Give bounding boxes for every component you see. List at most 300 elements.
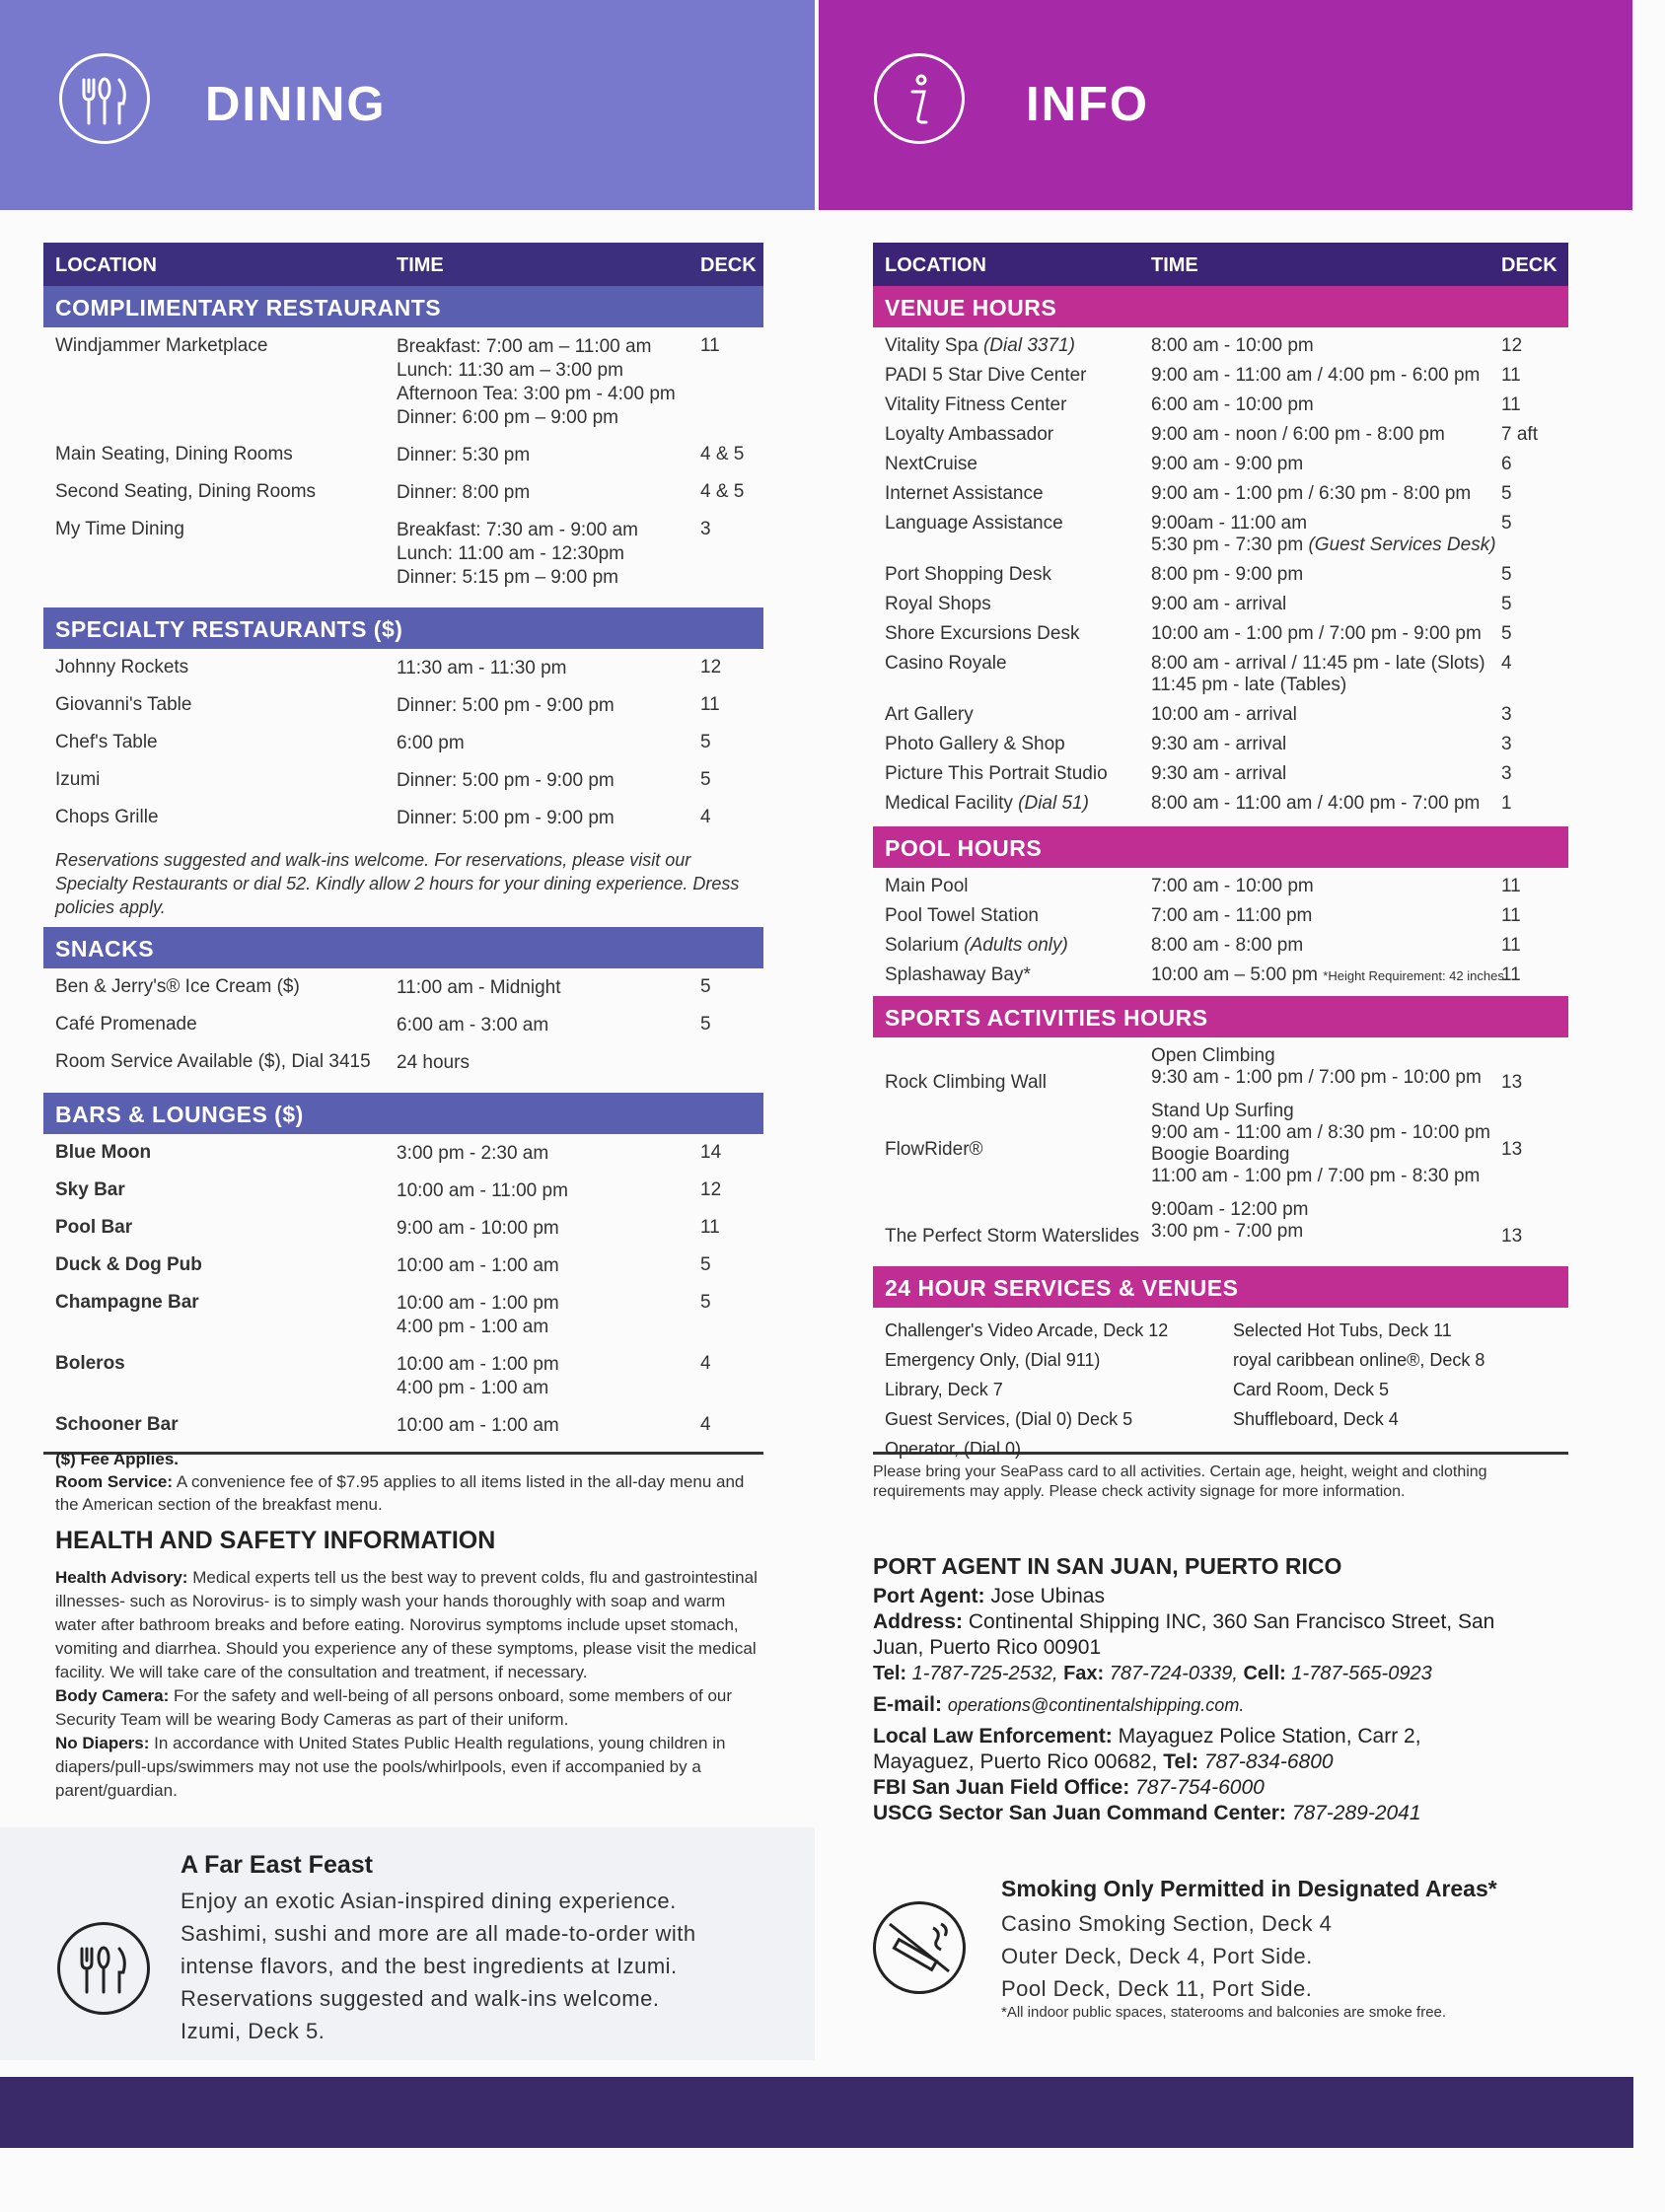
col-deck: DECK bbox=[700, 254, 757, 276]
row-location bbox=[885, 763, 1108, 785]
info-icon bbox=[874, 53, 965, 144]
table-row bbox=[873, 394, 1568, 424]
health-advisory-text: Medical experts tell us the best way to prevent colds, flu and gastrointestinal illnesses- such as Norovirus- is to simply wash your hands thoroughly with soap and warm water after bathroom breaks and before eating. Norovirus symptoms include upset stomach, vomiting and diarrhea. Should you experience any of these symptoms, please visit the medical facility. We will take care of the consultation and treatment, if necessary. bbox=[55, 1568, 758, 1681]
table-row bbox=[873, 905, 1568, 935]
location-name: Picture This Portrait Studio bbox=[885, 763, 1108, 784]
time-line: 11:00 am - 1:00 pm / 7:00 pm - 8:30 pm bbox=[1151, 1166, 1481, 1186]
health-advisory-label: Health Advisory: bbox=[55, 1568, 188, 1587]
table-row bbox=[43, 1292, 763, 1353]
row-location bbox=[885, 594, 991, 615]
table-row bbox=[43, 1014, 763, 1051]
time-line: 9:00 am - noon / 6:00 pm - 8:00 pm bbox=[1151, 424, 1445, 445]
address-line: Continental Shipping INC, 360 San Francisco Street, San bbox=[968, 1610, 1495, 1633]
port-agent-label: Port Agent: bbox=[873, 1585, 985, 1607]
fbi-label: FBI San Juan Field Office: bbox=[873, 1776, 1130, 1799]
table-row bbox=[873, 876, 1568, 905]
time-line: 9:30 am - arrival bbox=[1151, 734, 1287, 754]
time-line: Open Climbing bbox=[1151, 1045, 1275, 1066]
smoking-note: *All indoor public spaces, staterooms and balconies are smoke free. bbox=[1001, 2004, 1447, 2021]
row-time bbox=[1151, 793, 1480, 815]
email-label: E-mail: bbox=[873, 1693, 943, 1716]
feast-line: Sashimi, sushi and more are all made-to-order with bbox=[181, 1921, 696, 1946]
feast-line: intense flavors, and the best ingredients at Izumi. bbox=[181, 1954, 678, 1978]
table-row bbox=[873, 365, 1568, 394]
section-sports-hours bbox=[873, 996, 1568, 1037]
row-location: Rock Climbing Wall bbox=[885, 1072, 1047, 1093]
smoking-line: Outer Deck, Deck 4, Port Side. bbox=[1001, 1944, 1313, 1968]
row-deck: 5 bbox=[700, 732, 711, 752]
seapass-note: Please bring your SeaPass card to all activities. Certain age, height, weight and clothing requirements may apply. Please check activity signage for more information. bbox=[873, 1463, 1487, 1500]
row-deck: 5 bbox=[1501, 623, 1512, 644]
table-row bbox=[873, 335, 1568, 365]
time-line: 7:00 am - 10:00 pm bbox=[1151, 876, 1314, 896]
time-line: 9:30 am - arrival bbox=[1151, 763, 1287, 784]
row-time bbox=[1151, 454, 1303, 475]
table-row bbox=[873, 424, 1568, 454]
no-diapers-label: No Diapers: bbox=[55, 1734, 150, 1752]
service-item: Shuffleboard, Deck 4 bbox=[1233, 1409, 1399, 1429]
health-text bbox=[55, 1566, 765, 1803]
table-row bbox=[43, 1051, 763, 1089]
time-line: 3:00 pm - 7:00 pm bbox=[1151, 1221, 1304, 1242]
row-deck: 3 bbox=[700, 519, 711, 539]
section-title: SPECIALTY RESTAURANTS ($) bbox=[55, 616, 403, 642]
row-deck: 13 bbox=[1501, 1226, 1523, 1247]
row-location bbox=[885, 704, 974, 726]
table-row bbox=[873, 1045, 1568, 1101]
no-diapers-text: In accordance with United States Public Health regulations, young children in diapers/pull-ups/swimmers may not use the pools/whirlpools, even if accompanied by a parent/guardian. bbox=[55, 1734, 726, 1800]
section-pool-hours bbox=[873, 826, 1568, 868]
feast-text bbox=[181, 1885, 696, 2047]
time-line: 9:00 am - 10:00 pm bbox=[397, 1218, 559, 1239]
row-location bbox=[885, 623, 1079, 645]
dining-section bbox=[43, 927, 763, 968]
dining-section bbox=[43, 607, 763, 649]
time-note: *Height Requirement: 42 inches bbox=[1323, 968, 1504, 983]
location-name: Port Shopping Desk bbox=[885, 564, 1051, 585]
time-line: Dinner: 6:00 pm – 9:00 pm bbox=[397, 407, 618, 428]
row-time bbox=[397, 769, 615, 793]
row-time bbox=[397, 481, 530, 505]
col-deck: DECK bbox=[1501, 254, 1557, 276]
location-name: Solarium bbox=[885, 935, 959, 956]
row-deck: 5 bbox=[700, 1254, 711, 1275]
time-line: Dinner: 5:15 pm – 9:00 pm bbox=[397, 567, 618, 588]
service-item: Selected Hot Tubs, Deck 11 bbox=[1233, 1320, 1452, 1340]
row-location: Boleros bbox=[55, 1353, 125, 1374]
row-time bbox=[1151, 1199, 1308, 1243]
section-title: COMPLIMENTARY RESTAURANTS bbox=[55, 295, 442, 321]
row-time bbox=[1151, 335, 1314, 357]
service-item: Operator, (Dial 0) bbox=[885, 1439, 1022, 1459]
row-location: Room Service Available ($), Dial 3415 bbox=[55, 1051, 371, 1072]
row-location bbox=[885, 935, 1068, 957]
row-deck: 13 bbox=[1501, 1139, 1523, 1160]
table-row bbox=[873, 793, 1568, 822]
utensils-icon bbox=[57, 1922, 150, 2015]
time-line: Dinner: 5:00 pm - 9:00 pm bbox=[397, 808, 615, 828]
row-time bbox=[1151, 905, 1312, 927]
table-row bbox=[43, 519, 763, 604]
row-time bbox=[397, 1292, 559, 1339]
time-line: 6:00 am - 10:00 pm bbox=[1151, 394, 1314, 415]
address-label: Address: bbox=[873, 1610, 964, 1633]
time-line: 11:30 am - 11:30 pm bbox=[397, 658, 567, 678]
feast-title: A Far East Feast bbox=[181, 1851, 373, 1879]
info-title: INFO bbox=[1026, 78, 1150, 131]
table-row bbox=[873, 734, 1568, 763]
row-deck: 4 bbox=[700, 1353, 711, 1374]
row-deck: 5 bbox=[1501, 513, 1512, 534]
table-row bbox=[43, 807, 763, 844]
law-tel-value: 787-834-6800 bbox=[1203, 1750, 1334, 1773]
table-row bbox=[873, 513, 1568, 564]
time-line: Dinner: 5:00 pm - 9:00 pm bbox=[397, 695, 615, 716]
location-name: Shore Excursions Desk bbox=[885, 623, 1080, 644]
table-row bbox=[873, 964, 1568, 994]
smoking-line: Casino Smoking Section, Deck 4 bbox=[1001, 1911, 1333, 1936]
row-location: Second Seating, Dining Rooms bbox=[55, 481, 317, 502]
uscg-value: 787-289-2041 bbox=[1291, 1802, 1421, 1824]
row-location bbox=[885, 483, 1044, 505]
room-service-label: Room Service: bbox=[55, 1472, 174, 1491]
row-time bbox=[397, 657, 567, 680]
row-time bbox=[1151, 1045, 1482, 1089]
section-title: 24 HOUR SERVICES & VENUES bbox=[885, 1275, 1239, 1301]
row-deck: 11 bbox=[1501, 964, 1521, 985]
time-line: 8:00 pm - 9:00 pm bbox=[1151, 564, 1304, 585]
tel-value: 1-787-725-2532, bbox=[911, 1663, 1058, 1684]
row-time bbox=[397, 1051, 470, 1075]
table-row bbox=[43, 481, 763, 519]
row-location bbox=[885, 564, 1051, 586]
time-line: 9:00 am - 11:00 am / 4:00 pm - 6:00 pm bbox=[1151, 365, 1481, 386]
body-camera-label: Body Camera: bbox=[55, 1686, 170, 1705]
time-line: 8:00 am - 8:00 pm bbox=[1151, 935, 1304, 956]
table-column-headers bbox=[873, 243, 1568, 286]
row-location: My Time Dining bbox=[55, 519, 184, 539]
row-deck: 11 bbox=[700, 335, 720, 356]
time-line: Boogie Boarding bbox=[1151, 1144, 1290, 1165]
address-line: Juan, Puerto Rico 00901 bbox=[873, 1636, 1102, 1659]
row-location: Champagne Bar bbox=[55, 1292, 199, 1313]
location-name: Language Assistance bbox=[885, 513, 1063, 534]
dining-header bbox=[0, 0, 815, 210]
row-deck: 11 bbox=[700, 694, 720, 715]
smoking-line: Pool Deck, Deck 11, Port Side. bbox=[1001, 1976, 1313, 2001]
table-row bbox=[43, 976, 763, 1014]
uscg-label: USCG Sector San Juan Command Center: bbox=[873, 1802, 1286, 1824]
health-title: HEALTH AND SAFETY INFORMATION bbox=[55, 1527, 496, 1554]
room-service-text: A convenience fee of $7.95 applies to all items listed in the all-day menu and the American section of the breakfast menu. bbox=[55, 1472, 745, 1514]
row-deck: 4 & 5 bbox=[700, 481, 745, 502]
time-line: Stand Up Surfing bbox=[1151, 1101, 1294, 1121]
row-time bbox=[397, 519, 638, 590]
location-name: Vitality Spa bbox=[885, 335, 978, 356]
row-deck: 3 bbox=[1501, 734, 1512, 754]
service-item: Guest Services, (Dial 0) Deck 5 bbox=[885, 1409, 1133, 1429]
table-row bbox=[873, 454, 1568, 483]
row-time bbox=[397, 807, 615, 830]
service-item: Library, Deck 7 bbox=[885, 1380, 1003, 1399]
service-item: Challenger's Video Arcade, Deck 12 bbox=[885, 1320, 1169, 1340]
col-time: TIME bbox=[1151, 254, 1198, 276]
time-line: 9:00 am - 1:00 pm / 6:30 pm - 8:00 pm bbox=[1151, 483, 1472, 504]
row-deck: 5 bbox=[1501, 594, 1512, 614]
table-row bbox=[873, 594, 1568, 623]
section-title: BARS & LOUNGES ($) bbox=[55, 1102, 304, 1127]
table-row bbox=[43, 1353, 763, 1414]
row-deck: 12 bbox=[700, 657, 722, 678]
location-name: Royal Shops bbox=[885, 594, 991, 614]
table-row bbox=[873, 1101, 1568, 1199]
row-time bbox=[397, 335, 676, 430]
time-line: Dinner: 8:00 pm bbox=[397, 482, 531, 503]
row-deck: 13 bbox=[1501, 1072, 1523, 1093]
service-item: Emergency Only, (Dial 911) bbox=[885, 1350, 1101, 1370]
time-line: Dinner: 5:30 pm bbox=[397, 445, 531, 465]
fee-title: ($) Fee Applies. bbox=[55, 1450, 180, 1468]
table-row bbox=[43, 1254, 763, 1292]
table-row bbox=[43, 1414, 763, 1452]
row-deck: 11 bbox=[1501, 394, 1521, 415]
table-row bbox=[873, 935, 1568, 964]
law-tel-label: Tel: bbox=[1163, 1750, 1198, 1773]
row-time bbox=[397, 976, 561, 1000]
table-row bbox=[43, 732, 763, 769]
row-deck: 6 bbox=[1501, 454, 1512, 474]
section-venue-hours bbox=[873, 286, 1568, 327]
row-deck: 3 bbox=[1501, 763, 1512, 784]
tel-label: Tel: bbox=[873, 1663, 907, 1684]
row-deck: 4 & 5 bbox=[700, 444, 745, 464]
dining-title: DINING bbox=[205, 78, 387, 131]
location-name: PADI 5 Star Dive Center bbox=[885, 365, 1087, 386]
row-location bbox=[885, 905, 1039, 927]
row-location: Schooner Bar bbox=[55, 1414, 179, 1435]
time-line: 10:00 am - 1:00 am bbox=[397, 1415, 559, 1436]
row-time bbox=[1151, 935, 1303, 957]
row-time bbox=[1151, 704, 1297, 726]
table-row bbox=[873, 623, 1568, 653]
location-note: (Dial 3371) bbox=[982, 335, 1075, 356]
location-name: Art Gallery bbox=[885, 704, 974, 725]
row-time bbox=[397, 1414, 559, 1438]
row-time bbox=[1151, 964, 1504, 987]
no-smoking-icon bbox=[873, 1901, 966, 1994]
fax-value: 787-724-0339, bbox=[1109, 1663, 1238, 1684]
row-time bbox=[1151, 424, 1445, 446]
time-line: 7:00 am - 11:00 pm bbox=[1151, 905, 1313, 926]
row-location bbox=[885, 335, 1075, 357]
location-name: Medical Facility bbox=[885, 793, 1013, 814]
time-line: 10:00 am - 1:00 pm bbox=[397, 1354, 559, 1375]
row-deck: 11 bbox=[1501, 876, 1521, 896]
row-time bbox=[1151, 623, 1482, 645]
time-line: 6:00 pm bbox=[397, 733, 465, 753]
section-24-hour bbox=[873, 1266, 1568, 1308]
row-deck: 4 bbox=[700, 807, 711, 827]
table-row bbox=[43, 769, 763, 807]
cell-value: 1-787-565-0923 bbox=[1291, 1663, 1432, 1684]
section-title: SNACKS bbox=[55, 936, 155, 962]
info-column bbox=[819, 0, 1632, 2021]
row-deck: 5 bbox=[700, 976, 711, 997]
row-time bbox=[1151, 653, 1485, 696]
row-deck: 11 bbox=[700, 1217, 720, 1238]
footer-band bbox=[0, 2077, 1633, 2148]
dining-section bbox=[43, 1093, 763, 1134]
email-value: operations@continentalshipping.com. bbox=[947, 1695, 1245, 1715]
row-time bbox=[397, 694, 615, 718]
table-row bbox=[873, 653, 1568, 704]
time-line: 8:00 am - 10:00 pm bbox=[1151, 335, 1314, 356]
h24-list bbox=[873, 1308, 1568, 1459]
row-location bbox=[885, 365, 1087, 387]
time-line: 9:00am - 12:00 pm bbox=[1151, 1199, 1309, 1220]
time-line: 10:00 am - 11:00 pm bbox=[397, 1180, 568, 1201]
row-time bbox=[1151, 365, 1480, 387]
row-deck: 1 bbox=[1501, 793, 1512, 814]
smoking-title: Smoking Only Permitted in Designated Areas* bbox=[1001, 1876, 1497, 1901]
row-deck: 5 bbox=[1501, 564, 1512, 585]
time-line: 10:00 am - 1:00 pm bbox=[397, 1293, 559, 1314]
location-note: (Adults only) bbox=[964, 935, 1068, 956]
time-line: 10:00 am - 1:00 pm / 7:00 pm - 9:00 pm bbox=[1151, 623, 1482, 644]
time-line: 9:30 am - 1:00 pm / 7:00 pm - 10:00 pm bbox=[1151, 1067, 1482, 1088]
row-location bbox=[885, 424, 1053, 446]
row-deck: 5 bbox=[1501, 483, 1512, 504]
row-deck: 4 bbox=[1501, 653, 1512, 674]
row-deck: 5 bbox=[700, 769, 711, 790]
location-name: Photo Gallery & Shop bbox=[885, 734, 1065, 754]
time-line: Dinner: 5:00 pm - 9:00 pm bbox=[397, 770, 615, 791]
time-line: 10:00 am - 1:00 am bbox=[397, 1255, 559, 1276]
row-location bbox=[885, 394, 1066, 416]
row-location bbox=[885, 734, 1065, 755]
time-line: 8:00 am - arrival / 11:45 pm - late (Slots) bbox=[1151, 653, 1485, 674]
table-row bbox=[873, 483, 1568, 513]
far-east-feast-box bbox=[0, 1827, 815, 2060]
table-row bbox=[43, 1179, 763, 1217]
row-time bbox=[397, 1014, 548, 1037]
col-location: LOCATION bbox=[885, 254, 986, 276]
time-line: 5:30 pm - 7:30 pm (Guest Services Desk) bbox=[1151, 535, 1496, 555]
row-deck: 11 bbox=[1501, 365, 1521, 386]
table-column-headers bbox=[43, 243, 763, 286]
row-location: Main Seating, Dining Rooms bbox=[55, 444, 293, 464]
row-location bbox=[885, 793, 1089, 815]
time-line: 10:00 am - arrival bbox=[1151, 704, 1297, 725]
row-time bbox=[1151, 394, 1314, 416]
col-location: LOCATION bbox=[55, 254, 157, 276]
location-name: Casino Royale bbox=[885, 653, 1007, 674]
time-line: 10:00 am – 5:00 pm *Height Requirement: 42 inches bbox=[1151, 964, 1504, 985]
time-line: 11:45 pm - late (Tables) bbox=[1151, 675, 1347, 695]
row-time bbox=[397, 1179, 568, 1203]
fax-label: Fax: bbox=[1063, 1663, 1105, 1684]
row-time bbox=[1151, 763, 1286, 785]
row-location: Café Promenade bbox=[55, 1014, 197, 1035]
dining-table bbox=[43, 243, 763, 1455]
row-time bbox=[397, 1217, 559, 1241]
info-header bbox=[819, 0, 1632, 210]
table-row bbox=[43, 444, 763, 481]
row-location: Chops Grille bbox=[55, 807, 159, 827]
dining-column bbox=[0, 0, 815, 1800]
location-name: NextCruise bbox=[885, 454, 977, 474]
time-line: 3:00 pm - 2:30 am bbox=[397, 1143, 549, 1164]
service-item: royal caribbean online®, Deck 8 bbox=[1233, 1350, 1485, 1370]
row-location bbox=[885, 513, 1063, 535]
feast-line: Izumi, Deck 5. bbox=[181, 2019, 326, 2043]
row-deck: 7 aft bbox=[1501, 424, 1538, 445]
row-location bbox=[885, 964, 1031, 986]
time-line: Breakfast: 7:00 am – 11:00 am bbox=[397, 336, 652, 357]
row-location: Chef's Table bbox=[55, 732, 158, 752]
section-title: POOL HOURS bbox=[885, 835, 1043, 861]
row-deck: 5 bbox=[700, 1014, 711, 1035]
table-row bbox=[43, 1217, 763, 1254]
service-item: Card Room, Deck 5 bbox=[1233, 1380, 1390, 1399]
row-time bbox=[397, 732, 465, 755]
row-location: Izumi bbox=[55, 769, 101, 790]
port-title: PORT AGENT IN SAN JUAN, PUERTO RICO bbox=[873, 1553, 1342, 1579]
time-line: 11:00 am - Midnight bbox=[397, 977, 561, 998]
table-row bbox=[43, 1142, 763, 1179]
table-row bbox=[873, 704, 1568, 734]
location-note: (Dial 51) bbox=[1018, 793, 1089, 814]
dining-section bbox=[43, 286, 763, 327]
row-deck: 14 bbox=[700, 1142, 722, 1163]
row-time bbox=[1151, 594, 1286, 615]
row-location: Johnny Rockets bbox=[55, 657, 189, 678]
law-label: Local Law Enforcement: bbox=[873, 1725, 1113, 1748]
location-name: Loyalty Ambassador bbox=[885, 424, 1054, 445]
time-line: Lunch: 11:00 am - 12:30pm bbox=[397, 543, 624, 564]
table-row bbox=[873, 763, 1568, 793]
row-time bbox=[1151, 513, 1496, 556]
law-line: Mayaguez Police Station, Carr 2, bbox=[1118, 1725, 1421, 1748]
location-name: Main Pool bbox=[885, 876, 969, 896]
port-agent-block bbox=[873, 1553, 1583, 1826]
row-time bbox=[1151, 876, 1314, 897]
fbi-value: 787-754-6000 bbox=[1135, 1776, 1265, 1799]
row-location: Giovanni's Table bbox=[55, 694, 192, 715]
row-deck: 5 bbox=[700, 1292, 711, 1313]
table-row bbox=[43, 694, 763, 732]
time-line: 4:00 pm - 1:00 am bbox=[397, 1378, 549, 1398]
row-deck: 11 bbox=[1501, 935, 1521, 956]
time-line: 6:00 am - 3:00 am bbox=[397, 1015, 549, 1035]
row-location bbox=[885, 653, 1007, 675]
smoking-areas bbox=[1001, 1907, 1332, 2005]
law-line: Mayaguez, Puerto Rico 00682, bbox=[873, 1750, 1158, 1773]
time-line: Breakfast: 7:30 am - 9:00 am bbox=[397, 520, 639, 540]
time-line: Lunch: 11:30 am – 3:00 pm bbox=[397, 360, 623, 381]
table-row bbox=[43, 335, 763, 444]
location-name: Pool Towel Station bbox=[885, 905, 1039, 926]
row-time bbox=[1151, 483, 1471, 505]
col-time: TIME bbox=[397, 254, 444, 276]
time-note: (Guest Services Desk) bbox=[1308, 535, 1496, 555]
row-deck: 4 bbox=[700, 1414, 711, 1435]
time-line: 9:00 am - 11:00 am / 8:30 pm - 10:00 pm bbox=[1151, 1122, 1490, 1143]
table-row bbox=[873, 1199, 1568, 1254]
row-time bbox=[1151, 1101, 1490, 1187]
row-deck: 11 bbox=[1501, 905, 1521, 926]
feast-line: Enjoy an exotic Asian-inspired dining experience. bbox=[181, 1889, 677, 1913]
